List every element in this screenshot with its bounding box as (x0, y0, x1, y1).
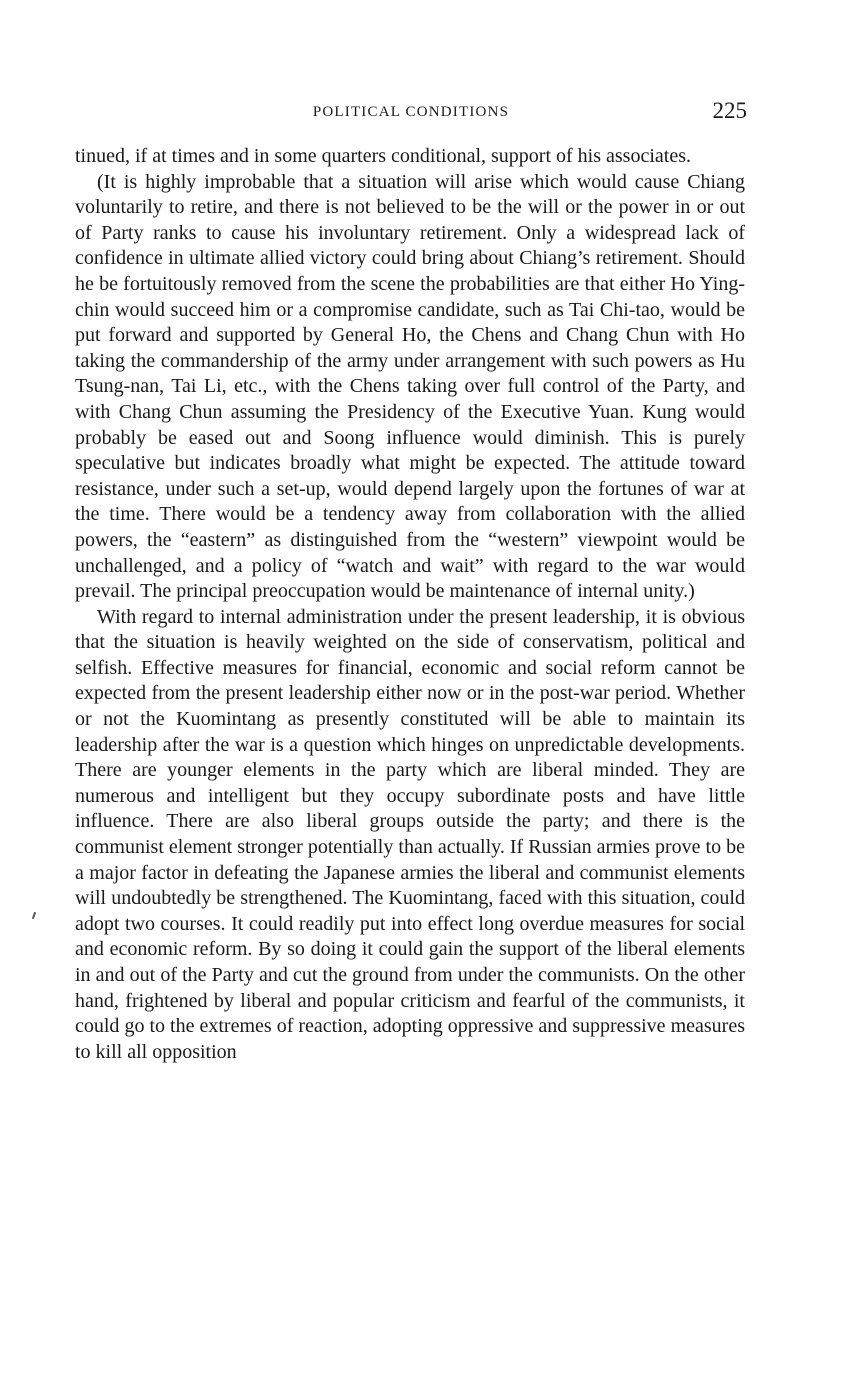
running-title: POLITICAL CONDITIONS (312, 104, 510, 120)
paragraph-succession: (It is highly improbable that a situation will arise which would cause Chiang voluntarily to retire, and there is not believed to be the will or the power in or out of Party ranks to cause his involuntary retirement. Only a widespread lack of confidence in ultimate allied victory could bring about Chiang’s retirement. Should he be fortuitously removed from the scene the probabilities are that either Ho Ying-chin would succeed him or a compromise candidate, such as Tai Chi-tao, would be put forward and supported by General Ho, the Chens and Chang Chun with Ho taking the commandership of the army under arrangement with such powers as Hu Tsung-nan, Tai Li, etc., with the Chens taking over full control of the Party, and with Chang Chun assuming the Presidency of the Executive Yuan. Kung would probably be eased out and Soong influence would diminish. This is purely speculative but indicates broadly what might be expected. The attitude toward resistance, under such a set-up, would depend largely upon the fortunes of war at the time. There would be a tendency away from collaboration with the allied powers, the “eastern” as distinguished from the “western” viewpoint would be unchallenged, and a policy of “watch and wait” with regard to the war would prevail. The principal preoccupation would be maintenance of internal unity.) (75, 170, 745, 603)
page-number: 225 (712, 98, 747, 123)
margin-mark (32, 912, 36, 919)
paragraph-continuation: tinued, if at times and in some quarters conditional, support of his associates. (75, 145, 691, 167)
body-text (75, 144, 745, 1065)
paragraph-internal-administration: With regard to internal administration under the present leadership, it is obvious that the situation is heavily weighted on the side of conservatism, political and selfish. Effective measures for financial, economic and social reform cannot be expected from the present leadership either now or in the post-war period. Whether or not the Kuomintang as presently constituted will be able to maintain its leadership after the war is a question which hinges on unpredictable developments. There are younger elements in the party which are liberal minded. They are numerous and intelligent but they occupy subordinate posts and have little influence. There are also liberal groups outside the party; and there is the communist element stronger potentially than actually. If Russian armies prove to be a major factor in defeating the Japanese armies the liberal and communist elements will undoubtedly be strengthened. The Kuomintang, faced with this situation, could adopt two courses. It could readily put into effect long overdue measures for social and economic reform. By so doing it could gain the support of the liberal elements in and out of the Party and cut the ground from under the communists. On the other hand, frightened by liberal and popular criticism and fearful of the communists, it could go to the extremes of reaction, adopting oppressive and suppressive measures to kill all opposition (75, 605, 745, 1063)
page-header (75, 98, 747, 126)
